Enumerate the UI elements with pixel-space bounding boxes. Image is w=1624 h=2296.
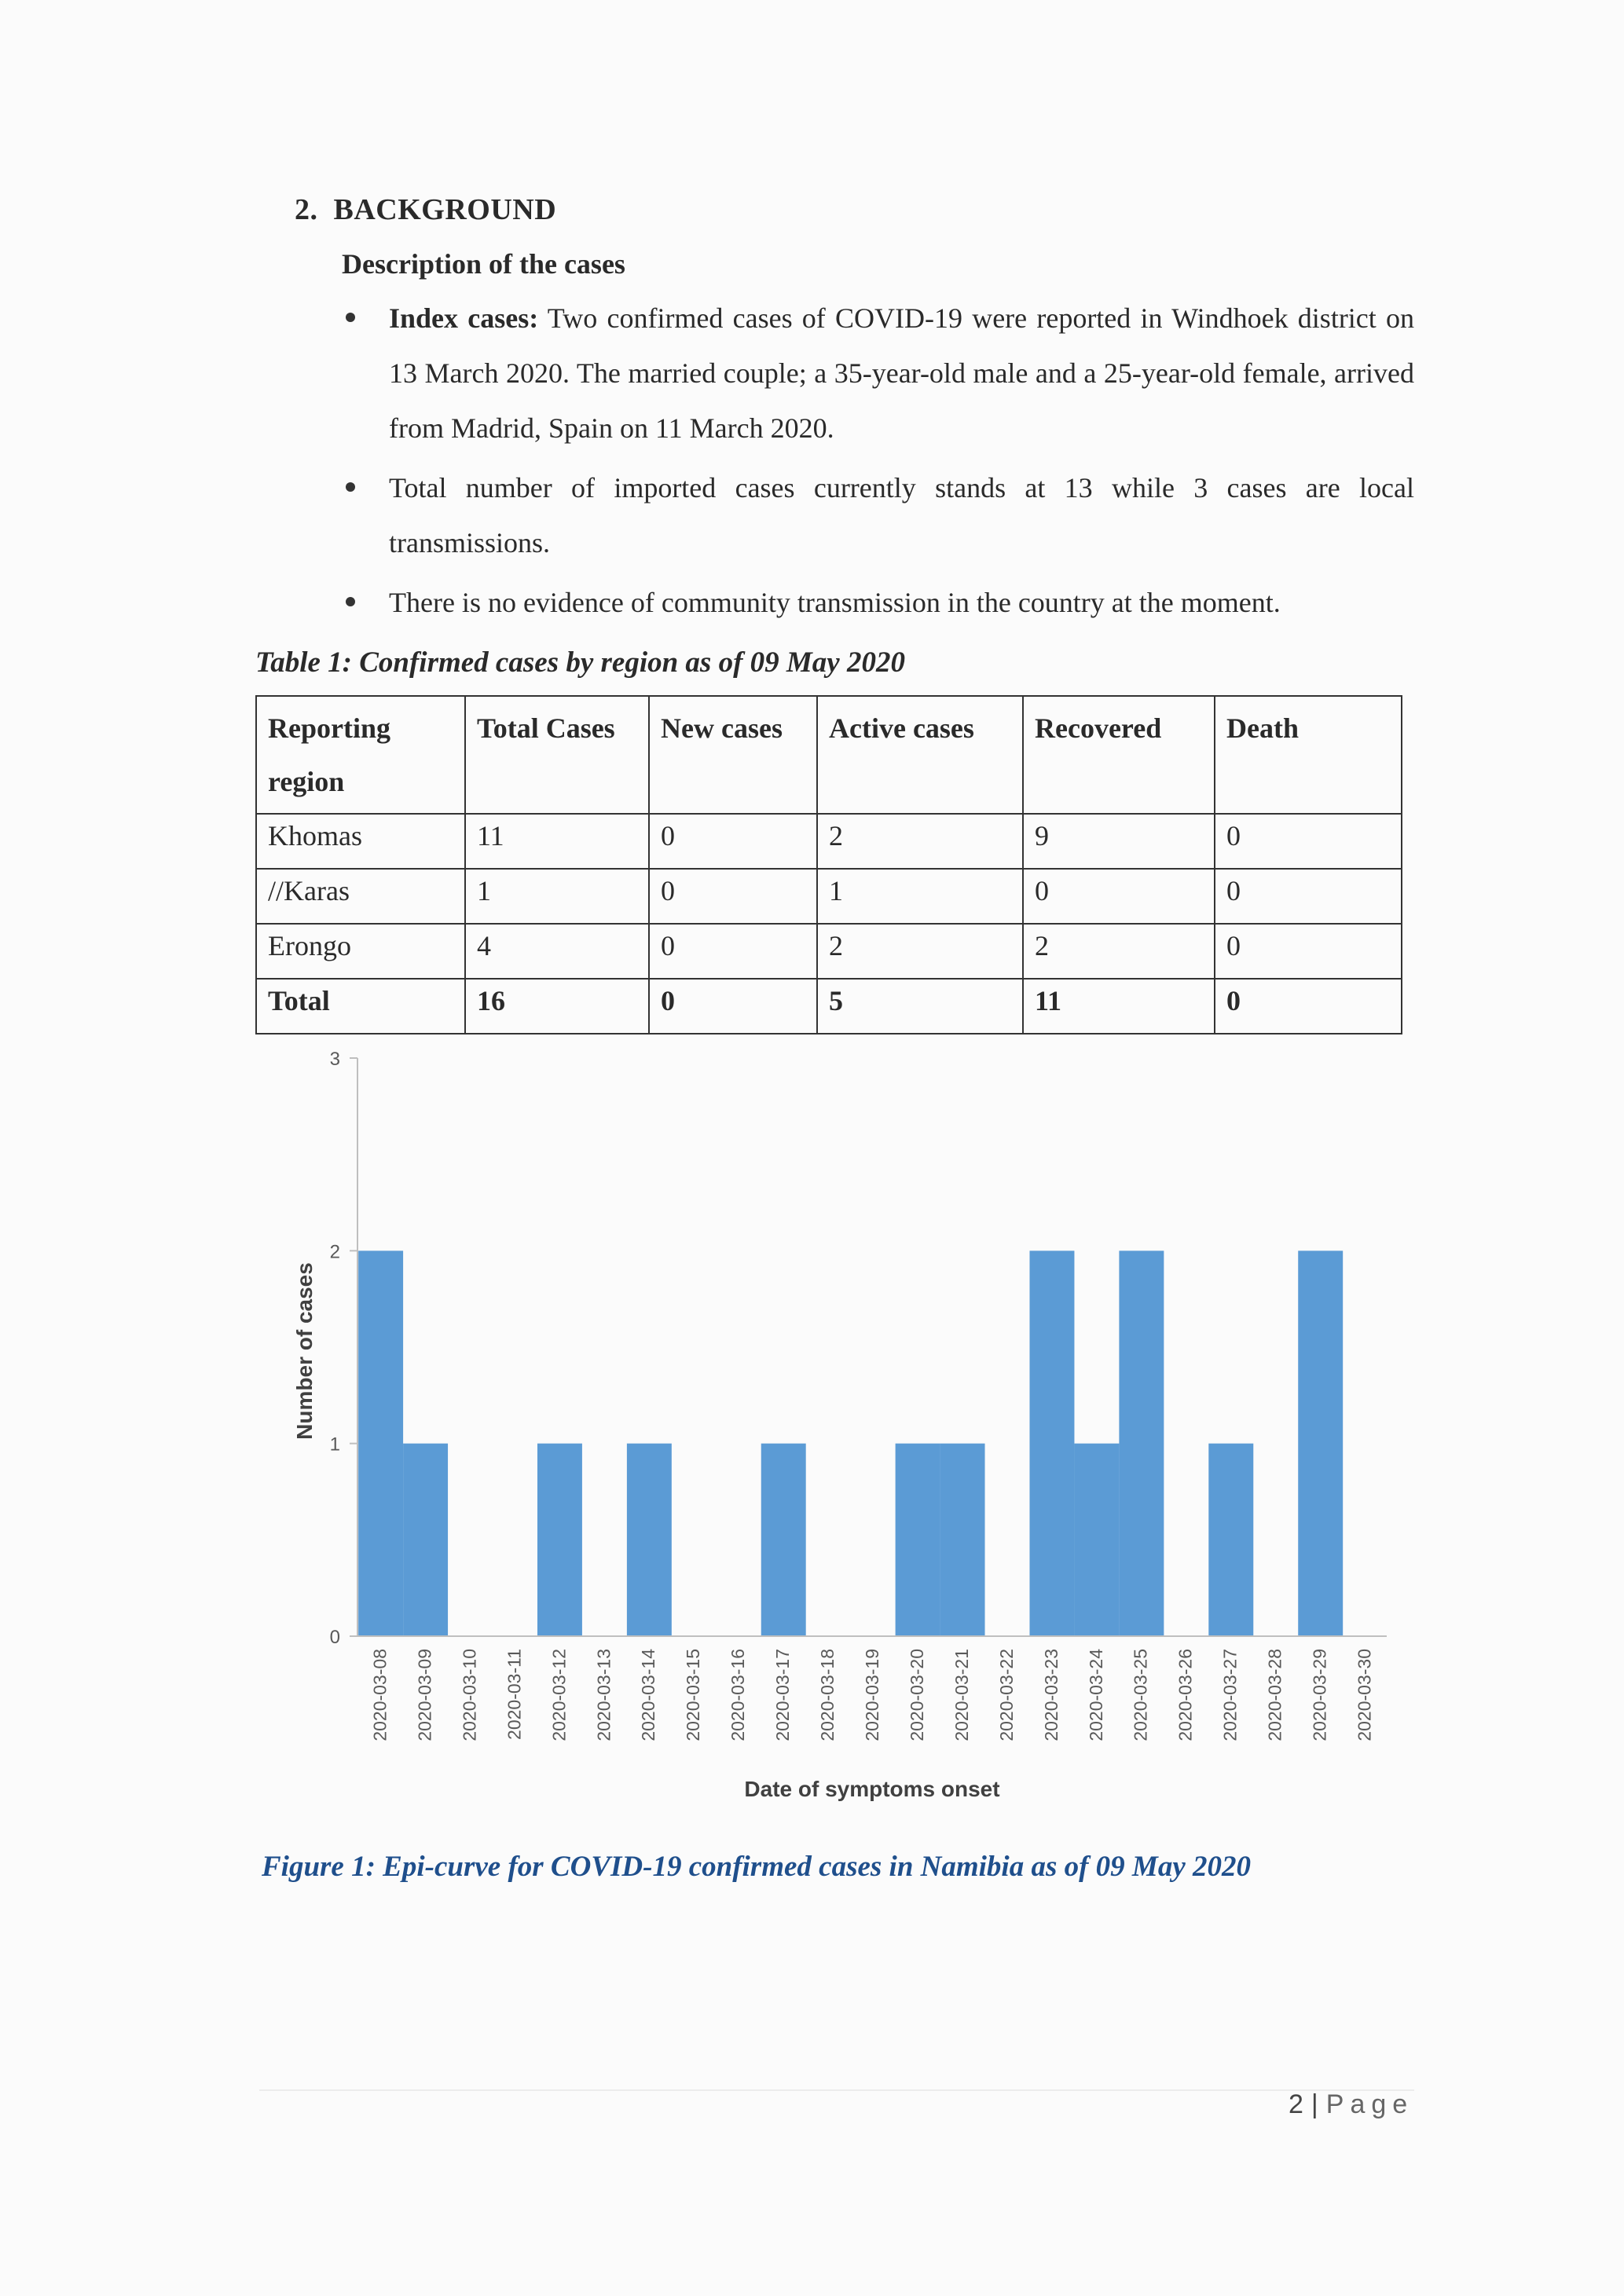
bar-2020-03-12 (537, 1444, 582, 1636)
table-cell: 0 (1215, 924, 1402, 979)
y-tick-label: 1 (329, 1434, 340, 1456)
table-row (256, 869, 1402, 924)
table-cell: Total (256, 979, 465, 1034)
y-tick-label: 2 (329, 1241, 340, 1263)
table-cell: 5 (817, 979, 1023, 1034)
y-axis-ticks (330, 1049, 357, 1648)
bullet-item (338, 291, 1414, 456)
table-cell: 16 (465, 979, 649, 1034)
table-cell: 1 (817, 869, 1023, 924)
bar-2020-03-27 (1208, 1444, 1253, 1636)
x-tick-label: 2020-03-23 (1040, 1649, 1061, 1741)
table-cell: //Karas (256, 869, 465, 924)
bullet-dot-icon (346, 313, 355, 322)
y-tick-label: 0 (329, 1627, 340, 1648)
section-number: 2. (295, 193, 318, 226)
x-tick-label: 2020-03-18 (817, 1649, 838, 1741)
table-cell: 2 (1023, 924, 1215, 979)
x-axis-label: Date of symptoms onset (744, 1777, 1000, 1801)
table-cell: 0 (1215, 814, 1402, 869)
x-tick-label: 2020-03-13 (593, 1649, 614, 1741)
x-tick-label: 2020-03-11 (504, 1649, 525, 1740)
x-tick-label: 2020-03-20 (906, 1649, 927, 1741)
bullet-dot-icon (346, 597, 355, 606)
bullet-list (338, 291, 1414, 635)
table-cell: 1 (465, 869, 649, 924)
table-caption: Table 1: Confirmed cases by region as of 09 May 2020 (255, 646, 905, 679)
table-cell: 0 (649, 869, 817, 924)
table-cell: Erongo (256, 924, 465, 979)
bar-2020-03-29 (1298, 1251, 1343, 1636)
cases-table (255, 695, 1402, 1034)
table-cell: 4 (465, 924, 649, 979)
bar-2020-03-21 (940, 1444, 985, 1636)
bar-2020-03-23 (1029, 1251, 1074, 1636)
bar-group (358, 1251, 1343, 1636)
table-cell: 11 (1023, 979, 1215, 1034)
x-tick-label: 2020-03-10 (459, 1649, 480, 1741)
y-tick-label: 3 (329, 1049, 340, 1070)
bullet-lead: Index cases: (389, 302, 539, 334)
bar-2020-03-24 (1074, 1444, 1119, 1636)
x-tick-label: 2020-03-24 (1085, 1649, 1106, 1741)
table-header-cell: Total Cases (465, 696, 649, 814)
table-cell: 0 (1215, 869, 1402, 924)
page-number: 2 (1289, 2089, 1303, 2119)
epi-curve-svg (267, 1041, 1391, 1811)
table-header-cell: Active cases (817, 696, 1023, 814)
table-row (256, 814, 1402, 869)
table-cell: 2 (817, 814, 1023, 869)
x-tick-label: 2020-03-28 (1264, 1649, 1285, 1741)
x-tick-label: 2020-03-12 (548, 1649, 570, 1741)
page-separator: | (1311, 2089, 1318, 2119)
x-tick-label: 2020-03-21 (951, 1649, 972, 1741)
x-tick-label: 2020-03-17 (772, 1649, 794, 1741)
table-cell: 0 (1023, 869, 1215, 924)
table-header-cell: Recovered (1023, 696, 1215, 814)
page-footer (1289, 2089, 1413, 2120)
x-tick-label: 2020-03-22 (995, 1649, 1017, 1741)
x-tick-label: 2020-03-27 (1219, 1649, 1241, 1741)
subheading: Description of the cases (342, 248, 625, 280)
x-tick-label: 2020-03-14 (638, 1649, 659, 1741)
x-tick-label: 2020-03-15 (683, 1649, 704, 1741)
table-header-row (256, 696, 1402, 814)
bar-2020-03-09 (403, 1444, 448, 1636)
bullet-text: Total number of imported cases currently stands at 13 while 3 cases are local transmissions. (389, 472, 1414, 558)
epi-curve-chart (267, 1041, 1391, 1814)
bullet-item (338, 460, 1414, 570)
x-tick-label: 2020-03-30 (1354, 1649, 1375, 1741)
x-tick-label: 2020-03-09 (414, 1649, 435, 1741)
y-axis-label: Number of cases (292, 1262, 317, 1440)
figure-caption: Figure 1: Epi-curve for COVID-19 confirmed cases in Namibia as of 09 May 2020 (262, 1851, 1251, 1883)
table-cell: 0 (649, 979, 817, 1034)
x-tick-label: 2020-03-16 (728, 1649, 749, 1741)
footer-divider (259, 2089, 1414, 2091)
page-word: Page (1325, 2089, 1414, 2119)
bar-2020-03-14 (627, 1444, 672, 1636)
x-tick-label: 2020-03-26 (1175, 1649, 1196, 1741)
bar-2020-03-20 (896, 1444, 940, 1636)
x-tick-label: 2020-03-29 (1309, 1649, 1330, 1741)
x-axis-ticks (369, 1649, 1374, 1741)
section-heading (295, 192, 556, 227)
table-cell: 0 (1215, 979, 1402, 1034)
table-total-row (256, 979, 1402, 1034)
table-cell: 2 (817, 924, 1023, 979)
bar-2020-03-17 (761, 1444, 806, 1636)
table-header-cell: Reporting region (256, 696, 465, 814)
bar-2020-03-08 (358, 1251, 403, 1636)
bullet-item (338, 575, 1414, 630)
bullet-text: Two confirmed cases of COVID-19 were reported in Windhoek district on 13 March 2020. The married couple; a 35-year-old male and a 25-year-old female, arrived from Madrid, Spain on 11 March 2020. (389, 302, 1415, 444)
x-tick-label: 2020-03-19 (862, 1649, 882, 1741)
bullet-text: There is no evidence of community transmission in the country at the moment. (389, 587, 1281, 618)
table-header-cell: New cases (649, 696, 817, 814)
section-title: BACKGROUND (333, 193, 557, 226)
table-row (256, 924, 1402, 979)
x-tick-label: 2020-03-25 (1130, 1649, 1151, 1741)
table-cell: 9 (1023, 814, 1215, 869)
table-cell: 0 (649, 924, 817, 979)
x-tick-label: 2020-03-08 (369, 1649, 390, 1741)
bullet-dot-icon (346, 482, 355, 492)
bar-2020-03-25 (1119, 1251, 1164, 1636)
table-header-cell: Death (1215, 696, 1402, 814)
table-cell: Khomas (256, 814, 465, 869)
table-cell: 11 (465, 814, 649, 869)
table-cell: 0 (649, 814, 817, 869)
